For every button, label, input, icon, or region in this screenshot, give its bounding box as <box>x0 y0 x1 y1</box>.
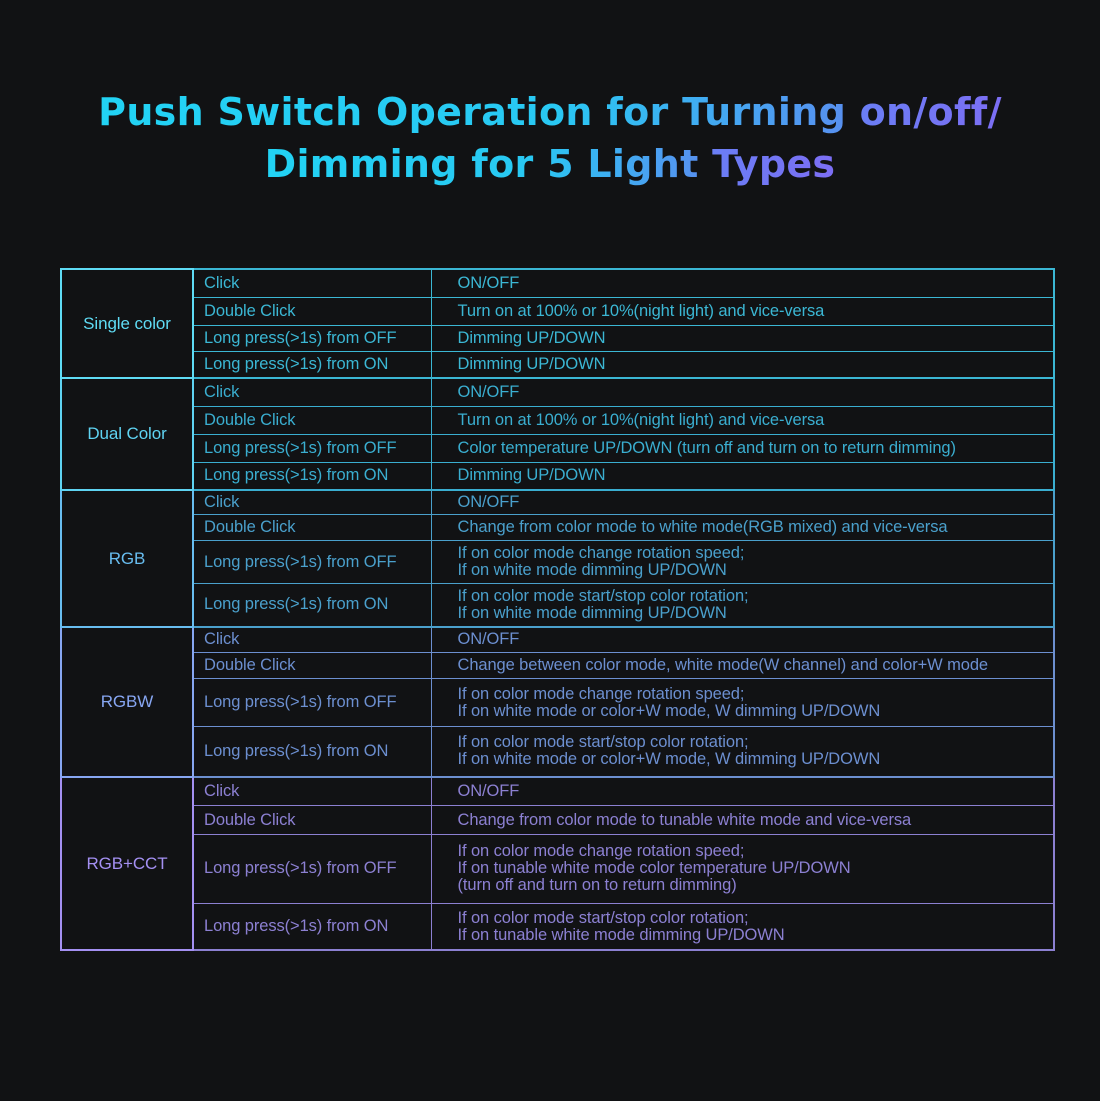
table-row <box>61 726 1054 776</box>
description-cell <box>431 777 1054 806</box>
title-line-2-main: Dimming for 5 Light <box>264 142 713 186</box>
action-cell: Long press(>1s) from ON <box>193 462 431 489</box>
description-cell <box>431 834 1054 904</box>
table-row <box>61 653 1054 679</box>
description-line: Dimming UP/DOWN <box>457 466 606 485</box>
description-cell <box>431 583 1054 626</box>
group-single-color <box>61 269 1054 378</box>
description-line: If on color mode change rotation speed; <box>457 544 745 563</box>
action-cell: Click <box>193 777 431 806</box>
action-cell: Long press(>1s) from OFF <box>193 541 431 583</box>
description-line: If on color mode change rotation speed; <box>457 684 745 703</box>
group-rgb-cct <box>61 777 1054 950</box>
description-line: If on color mode start/stop color rotation; <box>457 908 749 927</box>
description-line: If on tunable white mode color temperature UP/DOWN <box>457 859 851 878</box>
group-dual-color <box>61 378 1054 490</box>
description-line: (turn off and turn on to return dimming) <box>457 876 737 895</box>
description-cell <box>431 904 1054 950</box>
table-row <box>61 541 1054 583</box>
action-cell: Long press(>1s) from ON <box>193 904 431 950</box>
table-row <box>61 777 1054 806</box>
action-cell: Double Click <box>193 406 431 434</box>
action-cell: Click <box>193 490 431 515</box>
action-cell: Double Click <box>193 297 431 325</box>
table-row <box>61 834 1054 904</box>
table-row <box>61 490 1054 515</box>
title-line-2-end: Types <box>712 142 836 186</box>
description-line: Change from color mode to white mode(RGB mixed) and vice-versa <box>457 518 948 537</box>
light-type-cell: Dual Color <box>61 378 193 490</box>
light-type-cell: RGBW <box>61 627 193 777</box>
description-line: If on white mode dimming UP/DOWN <box>457 561 727 580</box>
table-row <box>61 434 1054 462</box>
description-line: If on white mode dimming UP/DOWN <box>457 603 727 622</box>
description-line: If on white mode or color+W mode, W dimming UP/DOWN <box>457 750 881 769</box>
table-row <box>61 515 1054 541</box>
table-row <box>61 679 1054 726</box>
description-cell <box>431 406 1054 434</box>
description-cell <box>431 490 1054 515</box>
description-line: ON/OFF <box>457 382 520 401</box>
light-type-cell: Single color <box>61 269 193 378</box>
description-cell <box>431 627 1054 653</box>
description-line: ON/OFF <box>457 630 520 649</box>
description-cell <box>431 325 1054 351</box>
action-cell: Click <box>193 378 431 406</box>
description-line: Change between color mode, white mode(W channel) and color+W mode <box>457 656 988 675</box>
action-cell: Long press(>1s) from OFF <box>193 325 431 351</box>
description-line: If on color mode start/stop color rotation; <box>457 733 749 752</box>
description-cell <box>431 378 1054 406</box>
description-cell <box>431 352 1054 378</box>
table-row <box>61 352 1054 378</box>
description-line: ON/OFF <box>457 273 520 292</box>
table-row <box>61 627 1054 653</box>
description-line: Turn on at 100% or 10%(night light) and vice-versa <box>457 410 825 429</box>
light-type-cell: RGB+CCT <box>61 777 193 950</box>
description-line: Color temperature UP/DOWN (turn off and turn on to return dimming) <box>457 438 956 457</box>
page-title <box>0 86 1100 190</box>
table-row <box>61 269 1054 297</box>
description-cell <box>431 653 1054 679</box>
description-cell <box>431 806 1054 834</box>
description-cell <box>431 297 1054 325</box>
operation-table-wrapper <box>60 268 1053 951</box>
action-cell: Long press(>1s) from ON <box>193 583 431 626</box>
description-line: If on color mode change rotation speed; <box>457 842 745 861</box>
description-line: Dimming UP/DOWN <box>457 329 606 347</box>
description-line: ON/OFF <box>457 782 520 801</box>
action-cell: Double Click <box>193 653 431 679</box>
description-cell <box>431 434 1054 462</box>
description-cell <box>431 462 1054 489</box>
description-line: If on tunable white mode dimming UP/DOWN <box>457 925 785 944</box>
table-row <box>61 904 1054 950</box>
description-line: Dimming UP/DOWN <box>457 354 606 373</box>
description-cell <box>431 726 1054 776</box>
description-line: If on white mode or color+W mode, W dimming UP/DOWN <box>457 701 881 720</box>
action-cell: Click <box>193 269 431 297</box>
group-rgbw <box>61 627 1054 777</box>
description-line: ON/OFF <box>457 492 520 511</box>
description-cell <box>431 679 1054 726</box>
table-row <box>61 462 1054 489</box>
action-cell: Long press(>1s) from OFF <box>193 434 431 462</box>
action-cell: Double Click <box>193 806 431 834</box>
table-row <box>61 406 1054 434</box>
title-line-2 <box>0 138 1100 190</box>
action-cell: Long press(>1s) from OFF <box>193 679 431 726</box>
title-line-1-highlight: on/off/ <box>859 90 1002 134</box>
table-row <box>61 583 1054 626</box>
description-line: Turn on at 100% or 10%(night light) and vice-versa <box>457 301 825 320</box>
title-line-1-main: Push Switch Operation for Turning <box>98 90 860 134</box>
light-type-cell: RGB <box>61 490 193 627</box>
table-row <box>61 297 1054 325</box>
action-cell: Long press(>1s) from ON <box>193 726 431 776</box>
description-line: If on color mode start/stop color rotation; <box>457 586 749 605</box>
action-cell: Click <box>193 627 431 653</box>
table-row <box>61 806 1054 834</box>
action-cell: Double Click <box>193 515 431 541</box>
operation-table <box>60 268 1055 951</box>
table-row <box>61 378 1054 406</box>
description-cell <box>431 541 1054 583</box>
description-line: Change from color mode to tunable white mode and vice-versa <box>457 810 912 829</box>
action-cell: Long press(>1s) from ON <box>193 352 431 378</box>
group-rgb <box>61 490 1054 627</box>
description-cell <box>431 515 1054 541</box>
action-cell: Long press(>1s) from OFF <box>193 834 431 904</box>
description-cell <box>431 269 1054 297</box>
title-line-1 <box>0 86 1100 138</box>
table-row <box>61 325 1054 351</box>
